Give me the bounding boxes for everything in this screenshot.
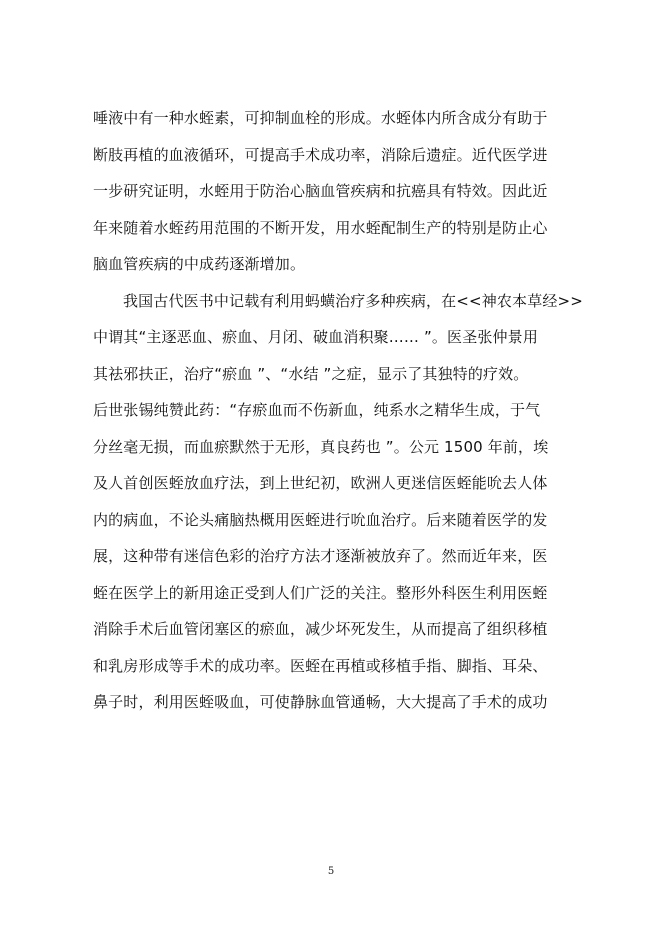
text-line: 断肢再植的血液循环，可提高手术成功率，消除后遗症。近代医学进 <box>93 145 548 164</box>
text-line: 唾液中有一种水蛭素，可抑制血栓的形成。水蛭体内所含成分有助于 <box>93 109 548 127</box>
text-line: 年来随着水蛭药用范围的不断开发，用水蛭配制生产的特别是防止心 <box>93 218 548 237</box>
text-line: 其祛邪扶正，治疗“瘀血 ”、“水结 ”之症，显示了其独特的疗效。 <box>93 364 529 383</box>
text-line: 蛭在医学上的新用途正受到人们广泛的关注。整形外科医生利用医蛭 <box>93 583 548 602</box>
body-text <box>93 100 583 721</box>
text-line: 展，这种带有迷信色彩的治疗方法才逐渐被放弃了。然而近年来，医 <box>93 547 548 565</box>
text-line: 一步研究证明，水蛭用于防治心脑血管疾病和抗癌具有特效。因此近 <box>93 182 548 200</box>
text-line: 后世张锡纯赞此药：“存瘀血而不伤新血，纯系水之精华生成，于气 <box>93 401 541 419</box>
text-line: 中谓其“主逐恶血、瘀血、月闭、破血消积聚…… ”。医圣张仲景用 <box>93 328 538 346</box>
text-line-indented: 我国古代医书中记载有利用蚂蟥治疗多种疾病，在<<神农本草经>> <box>123 291 583 310</box>
text-line: 消除手术后血管闭塞区的瘀血，减少坏死发生，从而提高了组织移植 <box>93 620 548 638</box>
text-line: 及人首创医蛭放血疗法，到上世纪初，欧洲人更迷信医蛭能吮去人体 <box>93 474 548 492</box>
text-line: 分丝毫无损，而血瘀默然于无形，真良药也 ”。公元 1500 年前，埃 <box>93 437 549 456</box>
text-line: 鼻子时，利用医蛭吸血，可使静脉血管通畅，大大提高了手术的成功 <box>93 693 548 711</box>
page-number: 5 <box>327 866 335 877</box>
text-line: 内的病血，不论头痛脑热概用医蛭进行吮血治疗。后来随着医学的发 <box>93 510 548 529</box>
text-line: 和乳房形成等手术的成功率。医蛭在再植或移植手指、脚指、耳朵、 <box>93 656 548 675</box>
text-line: 脑血管疾病的中成药逐渐增加。 <box>93 255 306 273</box>
